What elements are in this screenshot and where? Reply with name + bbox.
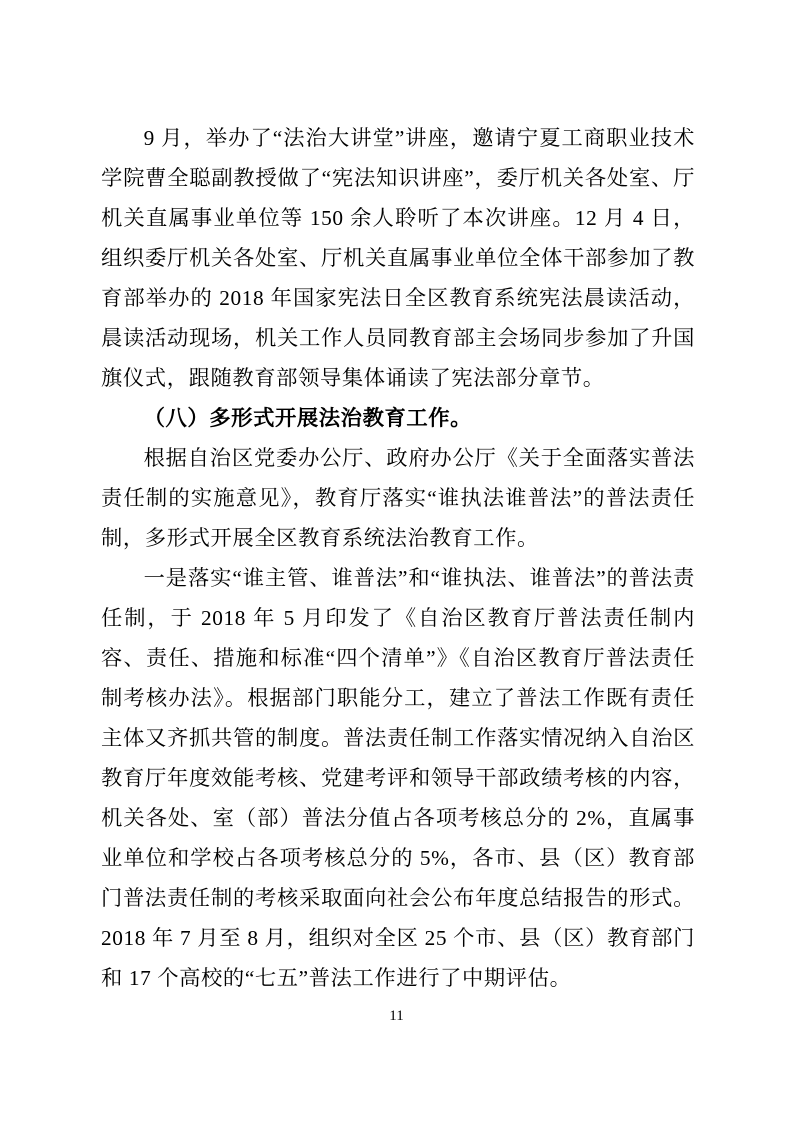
document-body [101,118,695,998]
page-number: 11 [389,1008,404,1024]
paragraph-lecture-activities: 9 月，举办了“法治大讲堂”讲座，邀请宁夏工商职业技术学院曹全聪副教授做了“宪法知识讲座”，委厅机关各处室、厅机关直属事业单位等 150 余人聆听了本次讲座。12 月 4 日，组织委厅机关各处室、厅机关直属事业单位全体干部参加了教育部举办的 2018 年国家宪法日全区教育系统宪法晨读活动，晨读活动现场，机关工作人员同教育部主会场同步参加了升国旗仪式，跟随教育部领导集体诵读了宪法部分章节。 [101,126,695,390]
section-heading-8: （八）多形式开展法治教育工作。 [143,406,473,430]
paragraph-responsibility-system-intro: 根据自治区党委办公厅、政府办公厅《关于全面落实普法责任制的实施意见》，教育厅落实“谁执法谁普法”的普法责任制，多形式开展全区教育系统法治教育工作。 [101,446,695,550]
paragraph-responsibility-system-detail: 一是落实“谁主管、谁普法”和“谁执法、谁普法”的普法责任制，于 2018 年 5 月印发了《自治区教育厅普法责任制内容、责任、措施和标准“四个清单”》《自治区教育厅普法责任制考核办法》。根据部门职能分工，建立了普法工作既有责任主体又齐抓共管的制度。普法责任制工作落实情况纳入自治区教育厅年度效能考核、党建考评和领导干部政绩考核的内容，机关各处、室（部）普法分值占各项考核总分的 2%，直属事业单位和学校占各项考核总分的 5%，各市、县（区）教育部门普法责任制的考核采取面向社会公布年度总结报告的形式。2018 年 7 月至 8 月，组织对全区 25 个市、县（区）教育部门和 17 个高校的“七五”普法工作进行了中期评估。 [101,566,695,990]
